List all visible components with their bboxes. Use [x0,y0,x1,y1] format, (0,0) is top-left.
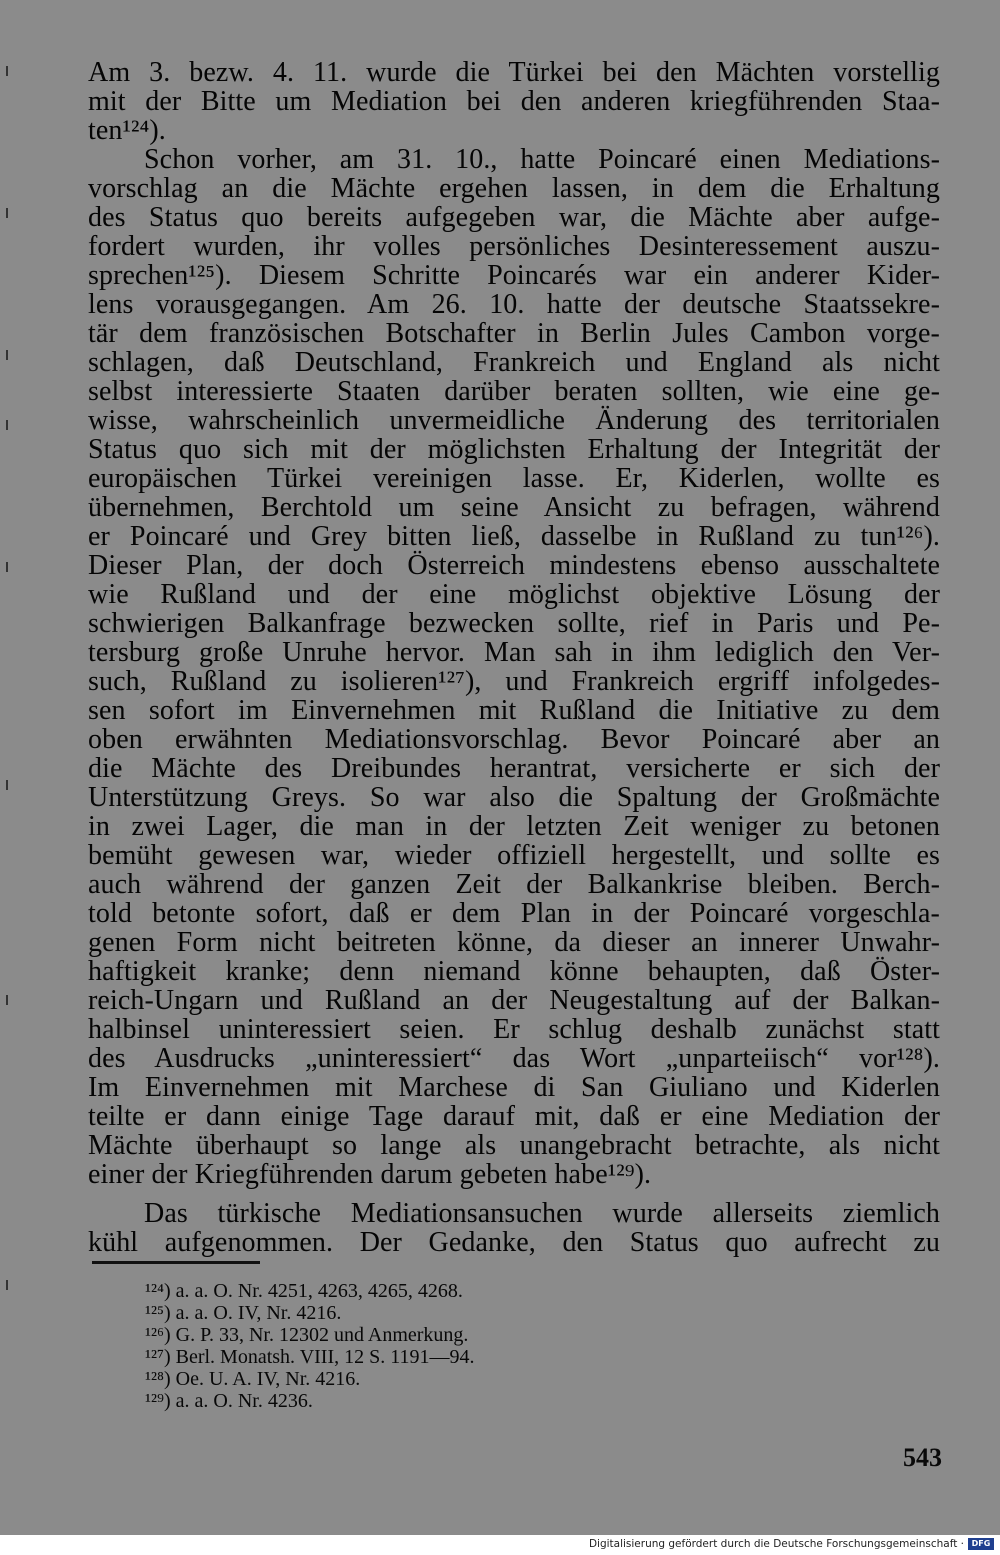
footnote: ¹²⁸) Oe. U. A. IV, Nr. 4216. [145,1368,361,1390]
margin-mark [6,420,8,430]
text-line: Status quo sich mit der möglichsten Erhaltung der Integrität der [88,434,940,465]
margin-mark [6,1280,8,1290]
text-line: auch während der ganzen Zeit der Balkankrise bleiben. Berch- [88,869,940,900]
margin-mark [6,995,8,1005]
text-line: des Ausdrucks „uninteressiert“ das Wort „unparteiisch“ vor¹²⁸). [88,1043,940,1074]
text-line: sen sofort im Einvernehmen mit Rußland die Initiative zu dem [88,695,940,726]
dfg-logo-icon: DFG [968,1538,994,1550]
text-line: Im Einvernehmen mit Marchese di San Giuliano und Kiderlen [88,1072,940,1103]
text-line: ten¹²⁴). [88,115,166,146]
text-line: übernehmen, Berchtold um seine Ansicht zu befragen, während [88,492,940,523]
text-line: schwierigen Balkanfrage bezwecken sollte, rief in Paris und Pe- [88,608,940,639]
footer-credit: Digitalisierung gefördert durch die Deutsche Forschungsgemeinschaft · [588,1538,964,1550]
text-line: halbinsel uninteressiert seien. Er schlug deshalb zunächst statt [88,1014,940,1045]
text-line: europäischen Türkei vereinigen lasse. Er, Kiderlen, wollte es [88,463,940,494]
text-line: wisse, wahrscheinlich unvermeidliche Änderung des territorialen [88,405,940,436]
text-line: kühl aufgenommen. Der Gedanke, den Status quo aufrecht zu [88,1227,940,1258]
text-line: lens vorausgegangen. Am 26. 10. hatte der deutsche Staatssekre- [88,289,940,320]
margin-mark [6,350,8,360]
footer-bar [0,1535,1000,1555]
margin-mark [6,66,8,76]
footnotes [145,1280,745,1412]
footnote: ¹²⁹) a. a. O. Nr. 4236. [145,1390,313,1412]
text-line: told betonte sofort, daß er dem Plan in der Poincaré vorgeschla- [88,898,940,929]
footnote: ¹²⁶) G. P. 33, Nr. 12302 und Anmerkung. [145,1324,469,1346]
text-line: vorschlag an die Mächte ergehen lassen, in dem die Erhaltung [88,173,940,204]
page-number: 543 [903,1443,942,1472]
text-line: Unterstützung Greys. So war also die Spaltung der Großmächte [88,782,940,813]
text-line: wie Rußland und der eine möglichst objektive Lösung der [88,579,940,610]
text-line: fordert wurden, ihr volles persönliches Desinteressement auszu- [88,231,940,262]
text-line: tär dem französischen Botschafter in Berlin Jules Cambon vorge- [88,318,940,349]
text-line: haftigkeit kranke; denn niemand könne behaupten, daß Öster- [88,956,940,987]
text-line: Dieser Plan, der doch Österreich mindestens ebenso ausschaltete [88,550,940,581]
margin-mark [6,562,8,572]
footnote: ¹²⁴) a. a. O. Nr. 4251, 4263, 4265, 4268. [145,1280,463,1302]
footnote-separator [92,1261,260,1264]
text-line: reich-Ungarn und Rußland an der Neugestaltung auf der Balkan- [88,985,940,1016]
text-line: bemüht gewesen war, wieder offiziell hergestellt, und sollte es [88,840,940,871]
text-line: selbst interessierte Staaten darüber beraten sollten, wie eine ge- [88,376,940,407]
text-line: genen Form nicht beitreten könne, da dieser an innerer Unwahr- [88,927,940,958]
text-line: sprechen¹²⁵). Diesem Schritte Poincarés war ein anderer Kider- [88,260,940,291]
text-line: Mächte überhaupt so lange als unangebracht betrachte, als nicht [88,1130,940,1161]
text-line: Das türkische Mediationsansuchen wurde allerseits ziemlich [144,1198,940,1229]
text-line: Schon vorher, am 31. 10., hatte Poincaré einen Mediations- [144,144,940,175]
text-line: Am 3. bezw. 4. 11. wurde die Türkei bei den Mächten vorstellig [88,57,940,88]
text-line: des Status quo bereits aufgegeben war, die Mächte aber aufge- [88,202,940,233]
text-line: die Mächte des Dreibundes herantrat, versicherte er sich der [88,753,940,784]
text-line: einer der Kriegführenden darum gebeten habe¹²⁹). [88,1159,652,1190]
text-line: tersburg große Unruhe hervor. Man sah in ihm lediglich den Ver- [88,637,940,668]
text-line: in zwei Lager, die man in der letzten Zeit weniger zu betonen [88,811,940,842]
footnote: ¹²⁵) a. a. O. IV, Nr. 4216. [145,1302,342,1324]
body-text [88,58,940,1257]
text-line: schlagen, daß Deutschland, Frankreich und England als nicht [88,347,940,378]
margin-mark [6,208,8,218]
text-line: er Poincaré und Grey bitten ließ, dasselbe in Rußland zu tun¹²⁶). [88,521,940,552]
footnote: ¹²⁷) Berl. Monatsh. VIII, 12 S. 1191—94. [145,1346,475,1368]
margin-mark [6,780,8,790]
text-line: teilte er dann einige Tage darauf mit, daß er eine Mediation der [88,1101,940,1132]
text-line: mit der Bitte um Mediation bei den anderen kriegführenden Staa- [88,86,940,117]
text-line: oben erwähnten Mediationsvorschlag. Bevor Poincaré aber an [88,724,940,755]
text-line: such, Rußland zu isolieren¹²⁷), und Frankreich ergriff infolgedes- [88,666,940,697]
